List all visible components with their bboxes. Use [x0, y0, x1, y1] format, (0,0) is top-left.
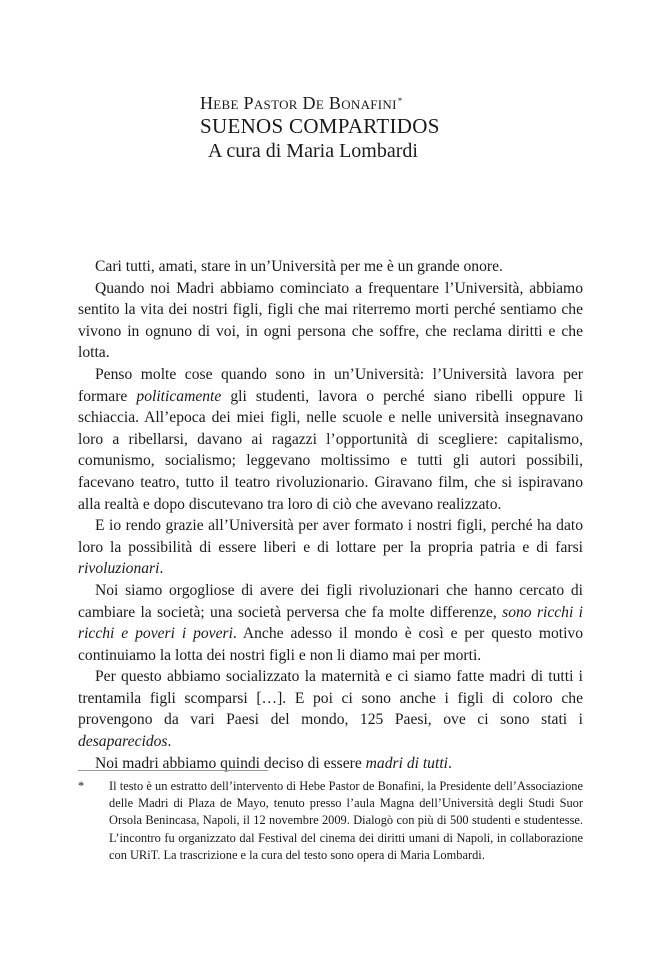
paragraph-text: Per questo abbiamo socializzato la maternità e ci siamo fatte madri di tutti i trentamila figli scomparsi […]. E poi ci sono anche i figli di coloro che provengono da vari Paesi del mondo, 125 Paesi, ove ci sono stati i [78, 668, 583, 729]
italic-text: politicamente [136, 387, 222, 405]
italic-text: desaparecidos [78, 733, 168, 751]
paragraph-text: . Anche adesso il mondo è così e per questo motivo continuiamo la lotta dei nostri figli e non li diamo mai per morti. [78, 625, 583, 664]
footnote-marker: * [78, 779, 85, 793]
body-paragraph [78, 364, 583, 515]
body-paragraph [78, 580, 583, 666]
curator-line: A cura di Maria Lombardi [208, 140, 418, 162]
body-paragraph [78, 256, 583, 278]
paragraph-text: Noi siamo orgogliose di avere dei figli rivoluzionari che hanno cercato di cambiare la società; una società perversa che fa molte differenze, [78, 581, 583, 621]
body-paragraph [78, 666, 583, 752]
italic-text: rivoluzionari [78, 560, 160, 578]
body-paragraph [78, 753, 583, 775]
body-paragraph [78, 278, 583, 364]
article-body [78, 256, 583, 774]
paragraph-text: . [167, 733, 172, 751]
paragraph-text: E io rendo grazie all’Università per aver formato i nostri figli, perché ha dato loro la possibilità di essere liberi e di lottare per la propria patria e di farsi [78, 517, 583, 556]
paragraph-text: Penso molte cose quando sono in un’Università: l’Università lavora per formare [78, 365, 583, 405]
paragraph-text: . [159, 560, 164, 578]
italic-text: madri di tutti [365, 754, 448, 772]
footnote-divider [78, 770, 268, 771]
footnote-reference[interactable]: * [397, 96, 403, 106]
paragraph-text: Cari tutti, amati, stare in un’Università per me è un grande onore. [95, 258, 503, 275]
author-name: Hebe Pastor De Bonafini [200, 93, 397, 113]
italic-text: sono ricchi i ricchi e poveri i poveri [78, 603, 583, 643]
paragraph-text: . [447, 754, 452, 772]
article-title: SUENOS COMPARTIDOS [200, 114, 440, 138]
paragraph-text: gli studenti, lavora o perché siano ribelli oppure li schiaccia. All’epoca dei miei figli, nelle scuole e nelle università insegnavano loro a ribellarsi, davano ai ragazzi l’opportunità di scegliere: capitalismo, comunismo, socialismo; leggevano moltissimo e tutti gli autori possibili, facevano teatro, tutto il teatro rivoluzionario. Giravano film, che si ispiravano alla realtà e dopo discutevano tra loro di ciò che avevano realizzato. [78, 387, 584, 513]
body-paragraph [78, 515, 583, 580]
article-header [200, 92, 520, 164]
paragraph-text: Quando noi Madri abbiamo cominciato a frequentare l’Università, abbiamo sentito la vita dei nostri figli, figli che mai riterremo morti perché sentiamo che vivono in ognuno di voi, in ogni persona che soffre, che reclama diritti e che lotta. [78, 279, 583, 362]
paragraph-text: Noi madri abbiamo quindi deciso di essere [95, 754, 366, 772]
author-line [200, 92, 520, 114]
footnote-text: Il testo è un estratto dell’intervento di Hebe Pastor de Bonafini, la Presidente dell’Associazione delle Madri di Plaza de Mayo, tenuto presso l’aula Magna dell’Università degli Studi Suor Orsola Benincasa, Napoli, il 12 novembre 2009. Dialogò con più di 500 studenti e studentesse. L’incontro fu organizzato dal Festival del cinema dei diritti umani di Napoli, in collaborazione con URiT. La trascrizione e la cura del testo sono opera di Maria Lombardi. [109, 779, 583, 862]
footnote [78, 778, 583, 864]
